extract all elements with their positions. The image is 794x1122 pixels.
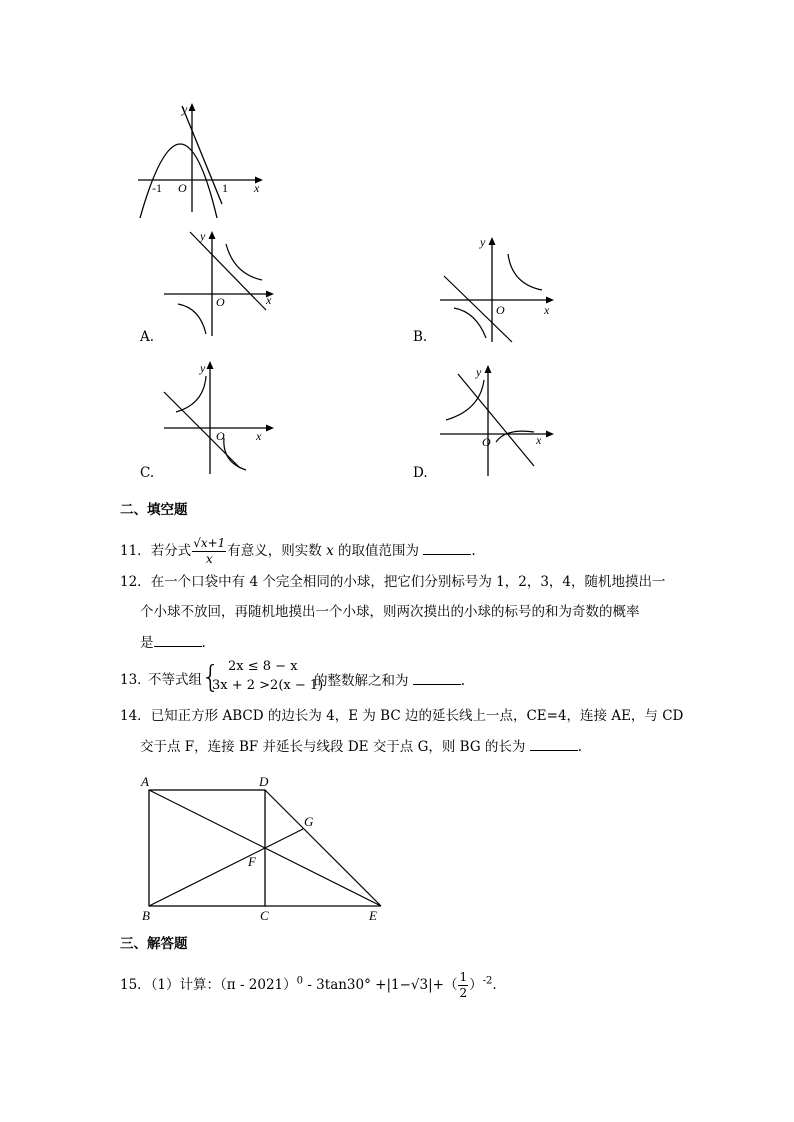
q15-mid: - 3tan30° +|1−√3|+（ (303, 977, 458, 993)
q13-tail: 的整数解之和为 . (314, 670, 465, 691)
q12-text-line-2: 个小球不放回，再随机地摸出一个小球，则两次摸出的小球的标号的和为奇数的概率 (140, 604, 640, 620)
question-14-figure (136, 770, 396, 924)
q11-number: 11． (120, 543, 151, 559)
q15-half-numerator: 1 (459, 970, 468, 984)
q13-pre: 不等式组 (148, 672, 202, 688)
origin-label: O (178, 181, 187, 195)
option-c-label[interactable]: C. (140, 465, 155, 481)
option-b-origin: O (496, 303, 505, 317)
option-c-axis-y: y (200, 361, 206, 375)
q15-exponent-zero: 0 (296, 975, 304, 987)
point-b-label: B (142, 908, 150, 923)
q15-close: ） (469, 977, 483, 993)
section-2-heading: 二、填空题 (120, 502, 188, 518)
option-a-label[interactable]: A. (140, 329, 155, 345)
tick-label-one: 1 (222, 181, 228, 195)
point-a-label: A (141, 774, 149, 789)
option-a-graph (160, 228, 280, 338)
question-14-line-1 (120, 706, 683, 726)
question-11: 11．若分式 $\frac{√x+1}{x}$ 有意义，则实数 x 的取值范围为 . (120, 536, 476, 566)
q12-answer-blank[interactable] (154, 632, 202, 647)
q11-fraction (192, 536, 226, 567)
question-15 (120, 970, 497, 1001)
q15-part: （1）计算：（π - 2021） (150, 977, 297, 993)
point-c-label: C (260, 908, 269, 923)
q11-var: x (326, 543, 334, 559)
option-d-graph (436, 362, 562, 478)
q11-mid: 有意义，则实数 (227, 543, 322, 559)
point-g-label: G (304, 814, 314, 829)
q11-fraction-numerator: √x+1 (193, 536, 226, 550)
point-e-label: E (369, 908, 377, 923)
q13-post: 的整数解之和为 (314, 673, 409, 689)
q13-answer-blank[interactable] (413, 670, 461, 685)
q11-pre: 若分式 (150, 543, 192, 559)
option-c-origin: O (216, 429, 225, 443)
option-b-axis-y: y (480, 235, 486, 249)
q15-end: . (492, 977, 497, 993)
q11-post: 的取值范围为 (338, 543, 420, 559)
q12-text-line-3: 是 (140, 635, 154, 651)
axis-label-y: y (182, 102, 188, 116)
option-d-axis-x: x (536, 433, 542, 447)
option-d-axis-y: y (476, 365, 482, 379)
question-12-line-1 (120, 572, 666, 592)
q15-half-denominator: 2 (459, 986, 468, 1000)
q14-text-line-2: 交于点 F，连接 BF 并延长与线段 DE 交于点 G，则 BG 的长为 (140, 739, 526, 755)
question-14-line-2: 交于点 F，连接 BF 并延长与线段 DE 交于点 G，则 BG 的长为 . (140, 736, 582, 757)
option-b-axis-x: x (544, 303, 550, 317)
option-a-axis-y: y (200, 229, 206, 243)
option-b-label[interactable]: B. (413, 329, 428, 345)
option-c-axis-x: x (256, 429, 262, 443)
option-d-label[interactable]: D. (413, 465, 428, 481)
q13-inequality-2: 3x + 2 >2(x − 1) (212, 678, 324, 693)
question-10-stem-graph (132, 100, 272, 218)
q14-number: 14． (120, 708, 151, 724)
q15-exponent: -2 (482, 975, 493, 987)
q13-system (212, 657, 323, 695)
q14-text-line-1: 已知正方形 ABCD 的边长为 4，E 为 BC 边的延长线上一点，CE=4，连接 AE，与 CD (150, 708, 684, 724)
q13-number: 13． (120, 672, 151, 688)
q12-number: 12． (120, 574, 151, 590)
option-c-graph (160, 358, 280, 476)
axis-label-x: x (254, 181, 260, 195)
q11-answer-blank[interactable] (423, 540, 471, 555)
q14-answer-blank[interactable] (530, 736, 578, 751)
q13-brace: { (201, 660, 221, 695)
tick-label-neg-one: -1 (152, 181, 162, 195)
option-d-origin: O (482, 435, 491, 449)
point-d-label: D (259, 774, 269, 789)
q15-half-fraction (458, 970, 468, 1001)
q12-text-line-1: 在一个口袋中有 4 个完全相同的小球，把它们分别标号为 1，2，3，4，随机地摸出一 (150, 574, 666, 590)
option-a-axis-x: x (266, 293, 272, 307)
q13-inequality-1: 2x ≤ 8 − x (228, 659, 298, 674)
option-b-graph (436, 234, 562, 344)
option-a-origin: O (216, 295, 225, 309)
q11-fraction-denominator: x (205, 552, 213, 566)
point-f-label: F (248, 854, 256, 869)
q15-number: 15． (120, 977, 151, 993)
section-3-heading: 三、解答题 (120, 936, 188, 952)
question-12-line-3: 是 . (140, 632, 206, 653)
